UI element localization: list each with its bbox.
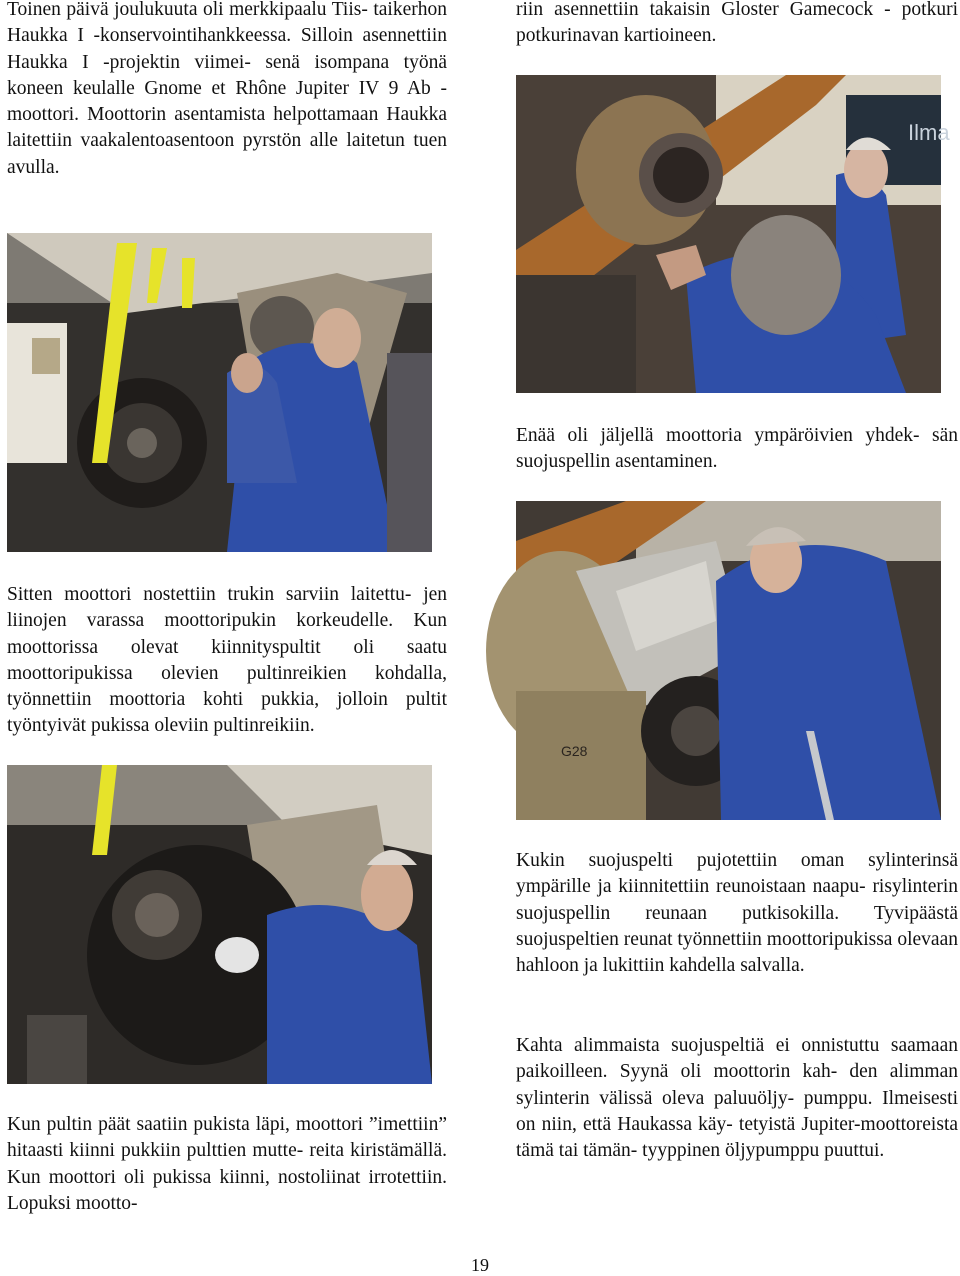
photo-propeller-installation — [516, 75, 950, 393]
airframe-marking: G28 — [561, 743, 588, 759]
photo-shroud-fitting — [516, 501, 941, 820]
photo-engine-lift — [7, 233, 432, 552]
shroud-paragraph-2 — [516, 1033, 958, 1164]
intro-text: Toinen päivä joulukuuta oli merkkipaalu Tiis- taikerhon Haukka I -konservointihankkeessa. Silloin asennettiin Haukka I -projektin viimei- senä isompana työnä koneen keulalle Gnome et Rhône Jupiter IV 9 Ab -moottori. Moottorin asentamista helpottamaan Haukka laitettiin vaakalentoasentoon pyrstön alle laitetun tuen avulla. — [7, 0, 448, 178]
shroud-text-2: Kahta alimmaista suojuspeltiä ei onnistuttu saamaan paikoilleen. Syynä oli moottorin kah- den alimman sylinterin välissä oleva paluuöljy- pumppu. Ilmeisesti on niin, että Haukassa käy- tetyistä Jupiter-moottoreista tämä tai tämän- tyyppinen öljypumppu puuttui. — [516, 1035, 959, 1162]
museum-sign-text: Ilma — [908, 120, 950, 145]
continued-paragraph — [516, 0, 958, 50]
shroud-caption-text: Enää oli jäljellä moottoria ympäröivien yhdek- sän suojuspellin asentaminen. — [516, 425, 959, 473]
shroud-caption — [516, 423, 958, 476]
intro-paragraph — [7, 0, 447, 181]
lift-paragraph — [7, 582, 447, 740]
shroud-paragraph-1 — [516, 848, 958, 979]
shroud-text-1: Kukin suojuspelti pujotettiin oman sylinterinsä ympärille ja kiinnitettiin reunoistaan naapu- risylinterin suojuspellin reunaan putkisokilla. Tyvipäästä suojuspeltien reunat työnnettiin moottoripukissa olevaan hahloon ja lukittiin kahdella salvalla. — [516, 850, 959, 977]
bolts-paragraph — [7, 1112, 447, 1217]
continued-text: riin asennettiin takaisin Gloster Gamecock - potkuri potkurinavan kartioineen. — [516, 0, 958, 47]
bolts-text: Kun pultin päät saatiin pukista läpi, moottori ”imettiin” hitaasti kiinni pukkiin pulttien mutte- reita kiristämällä. Kun moottori oli pukissa kiinni, nostoliinat irrotettiin. Lopuksi mootto- — [7, 1114, 448, 1214]
photo-engine-mounting — [7, 765, 432, 1084]
page-number: 19 — [471, 1255, 489, 1275]
lift-text: Sitten moottori nostettiin trukin sarviin laitettu- jen liinojen varassa moottoripukin korkeudelle. Kun moottorissa olevat kiinnityspultit oli saatu moottoripukissa olevien pultinreikien kohdalla, työnnettiin moottoria kohti pukkia, jolloin pultit työntyivät pukissa oleviin pultinreikiin. — [7, 584, 448, 737]
